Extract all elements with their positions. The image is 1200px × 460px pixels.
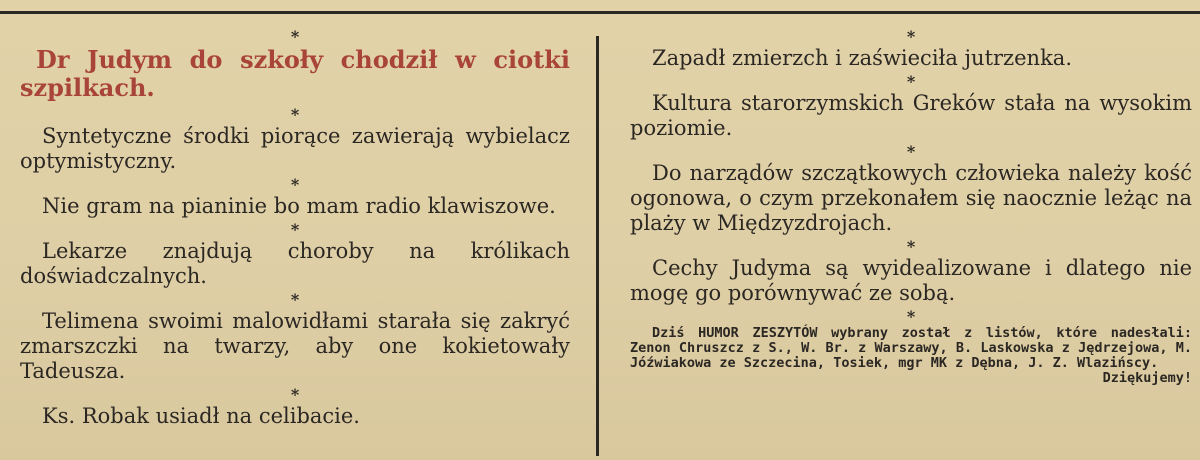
- separator-star: *: [290, 290, 300, 309]
- separator-star: *: [906, 307, 916, 326]
- joke-paragraph: Lekarze znajdują choroby na królikach doświadczalnych.: [20, 239, 570, 288]
- top-rule: [0, 11, 1200, 14]
- joke-paragraph: Kultura starorzymskich Greków stała na wysokim poziomie.: [630, 91, 1192, 140]
- joke-paragraph: Telimena swoimi malowidłami starała się zakryć zmarszczki na twarzy, aby one kokietowały Tadeusza.: [20, 309, 570, 383]
- joke-paragraph: Nie gram na pianinie bo mam radio klawiszowe.: [42, 194, 556, 218]
- column-divider: [596, 36, 599, 456]
- separator-star: *: [906, 27, 916, 46]
- joke-paragraph: Zapadł zmierzch i zaświeciła jutrzenka.: [652, 46, 1072, 70]
- article-title: Dr Judym do szkoły chodził w ciotki szpilkach.: [20, 45, 570, 102]
- separator-star: *: [906, 142, 916, 161]
- separator-star: *: [290, 105, 300, 124]
- separator-star: *: [290, 175, 300, 194]
- joke-paragraph: Cechy Judyma są wyidealizowane i dlatego nie mogę go porównywać ze sobą.: [630, 256, 1192, 305]
- credits-paragraph: [630, 325, 1192, 386]
- separator-star: *: [906, 72, 916, 91]
- separator-star: *: [290, 220, 300, 239]
- joke-paragraph: Syntetyczne środki piorące zawierają wybielacz optymistyczny.: [20, 124, 570, 173]
- joke-paragraph: Ks. Robak usiadł na celibacie.: [42, 404, 360, 428]
- joke-paragraph: Do narządów szczątkowych człowieka należy kość ogonowa, o czym przekonałem się naocznie leżąc na plaży w Międzyzdrojach.: [630, 161, 1192, 235]
- thanks-text: Dziękujemy!: [1102, 370, 1192, 386]
- separator-star: *: [290, 27, 300, 46]
- right-column: [630, 28, 1192, 386]
- separator-star: *: [290, 385, 300, 404]
- credits-text: Dziś HUMOR ZESZYTÓW wybrany został z listów, które nadesłali: Zenon Chruszcz z S., W. Br. z Warszawy, B. Laskowska z Jędrzejowa, M. Jóźwiakowa ze Szczecina, Tosiek, mgr MK z Dębna, J. Z. Wlazińscy.: [630, 325, 1192, 371]
- left-column: [20, 28, 570, 431]
- separator-star: *: [906, 237, 916, 256]
